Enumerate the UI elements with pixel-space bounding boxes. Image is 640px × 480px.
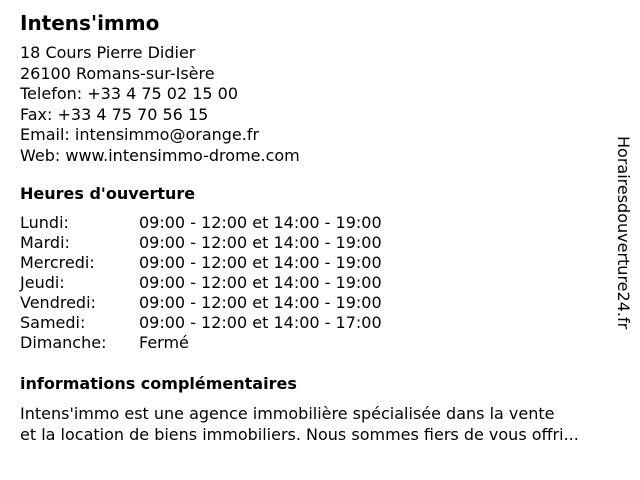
info-heading: informations complémentaires	[20, 374, 297, 393]
day-label: Dimanche:	[20, 333, 107, 352]
day-label: Samedi:	[20, 313, 86, 332]
day-label: Vendredi:	[20, 293, 96, 312]
website-address: Web: www.intensimmo-drome.com	[20, 145, 300, 165]
day-label: Mardi:	[20, 233, 70, 252]
address-line-1: 18 Cours Pierre Didier	[20, 43, 196, 62]
time-range: 09:00 - 12:00 et 14:00 - 19:00	[139, 233, 382, 252]
day-label: Jeudi:	[20, 273, 65, 292]
fax-number: Fax: +33 4 75 70 56 15	[20, 104, 209, 124]
time-range: 09:00 - 12:00 et 14:00 - 19:00	[139, 253, 382, 272]
email-address: Email: intensimmo@orange.fr	[20, 125, 260, 144]
info-line-2: et la location de biens immobiliers. Nous sommes fiers de vous offri...	[20, 425, 579, 444]
address-line-2: 26100 Romans-sur-Isère	[20, 63, 215, 83]
hours-heading: Heures d'ouverture	[20, 184, 196, 203]
info-line-1: Intens'immo est une agence immobilière spécialisée dans la vente	[20, 404, 555, 423]
site-brand-watermark: Horairesdouverture24.fr	[614, 136, 633, 330]
day-label: Mercredi:	[20, 253, 95, 272]
day-label: Lundi:	[20, 213, 69, 232]
time-range: 09:00 - 12:00 et 14:00 - 19:00	[139, 213, 382, 232]
business-name: Intens'immo	[20, 11, 160, 35]
info-description	[20, 403, 632, 445]
time-range: 09:00 - 12:00 et 14:00 - 17:00	[139, 313, 382, 332]
time-range: Fermé	[139, 333, 189, 352]
time-range: 09:00 - 12:00 et 14:00 - 19:00	[139, 293, 382, 312]
phone-number: Telefon: +33 4 75 02 15 00	[20, 84, 239, 103]
contact-block	[20, 43, 300, 166]
time-range: 09:00 - 12:00 et 14:00 - 19:00	[139, 273, 382, 292]
